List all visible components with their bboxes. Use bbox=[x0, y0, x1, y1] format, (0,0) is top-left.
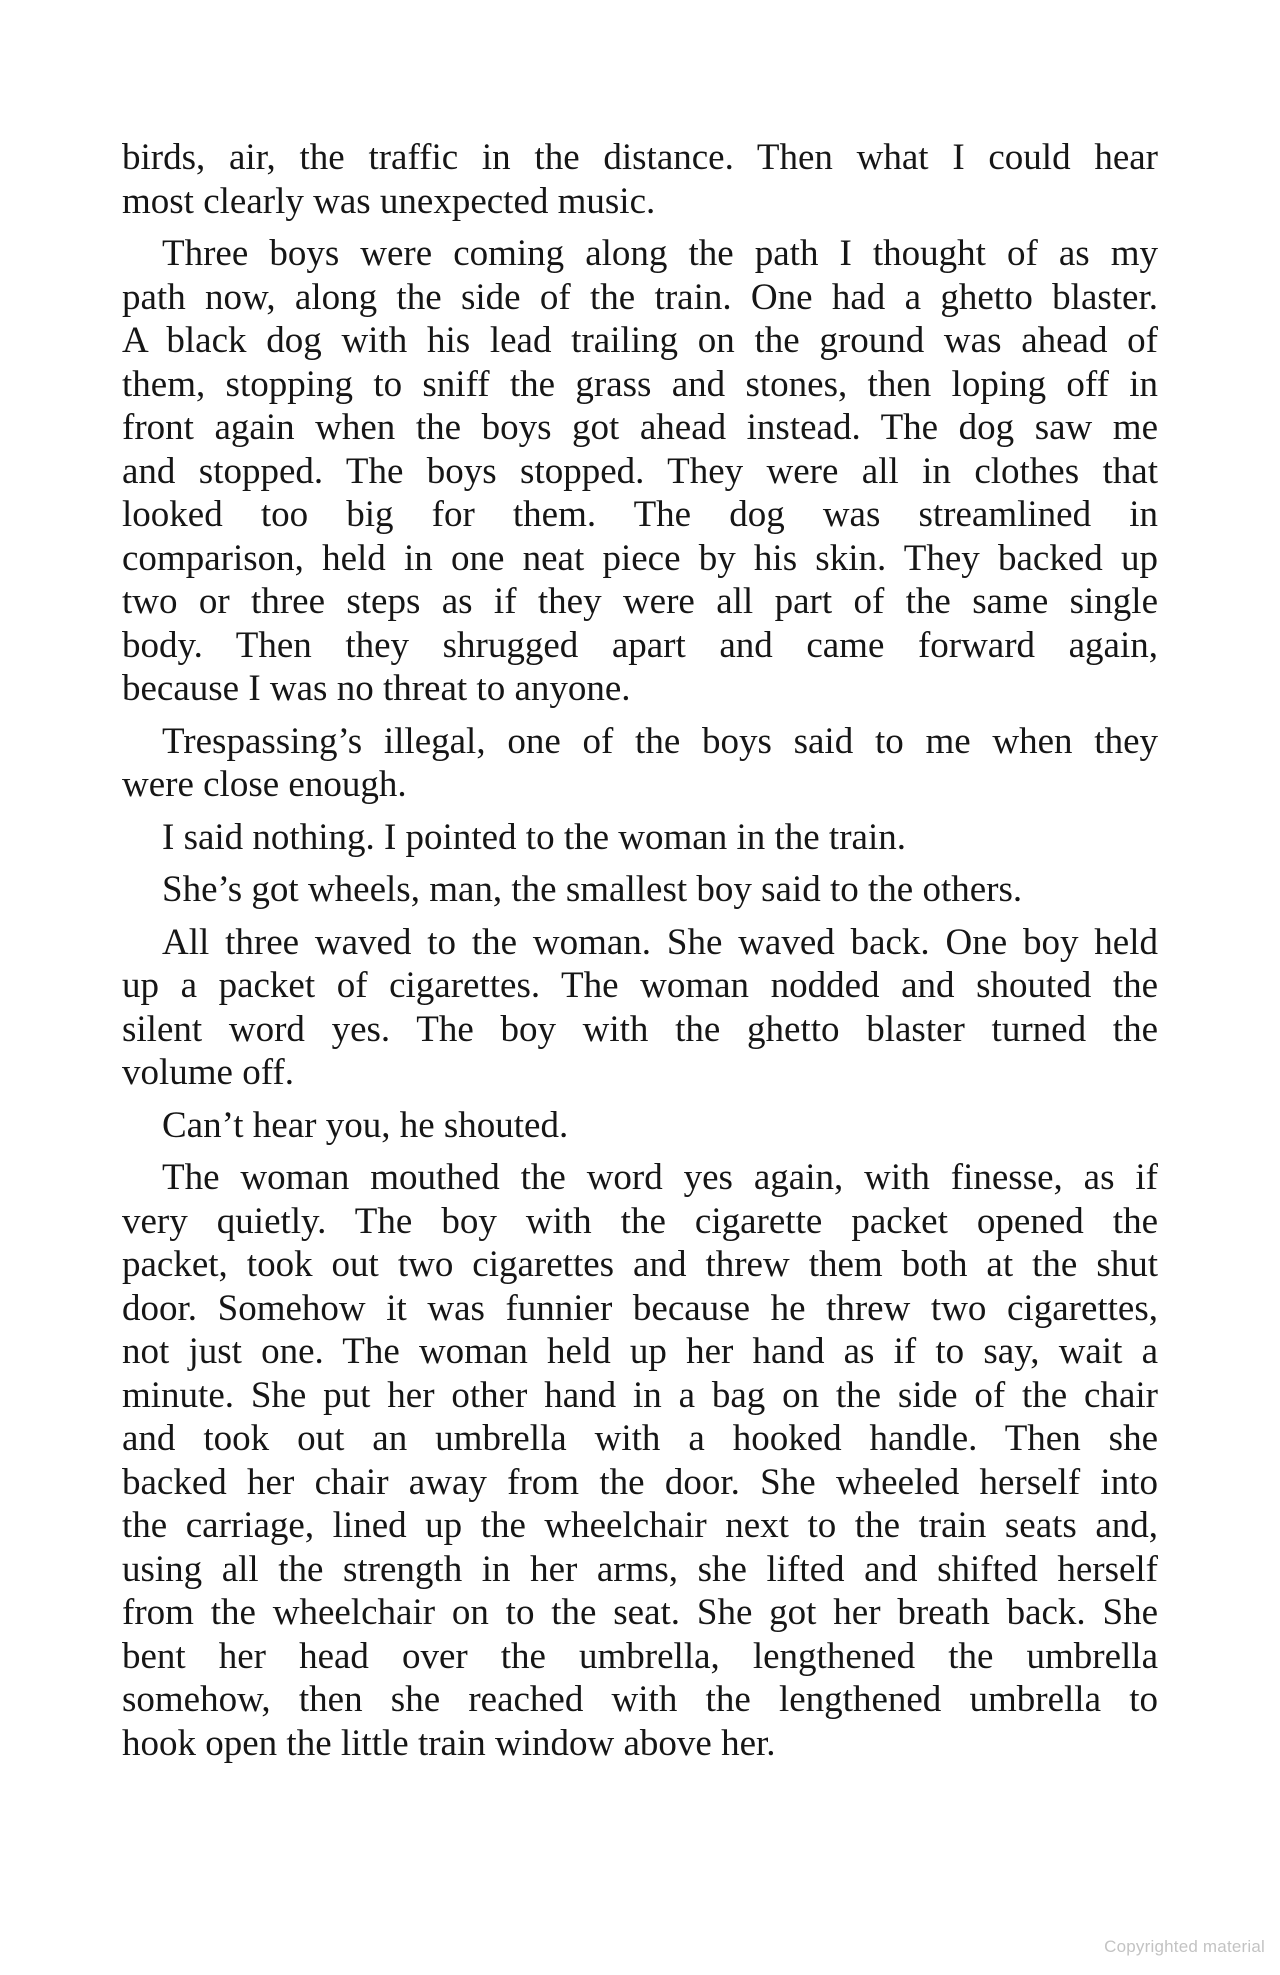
text-line: were close enough. bbox=[122, 764, 407, 805]
text-line: looked too big for them. The dog was streamlined in bbox=[122, 494, 1158, 535]
text-line: them, stopping to sniff the grass and stones, then loping off in bbox=[122, 363, 1158, 405]
paragraph bbox=[122, 921, 1158, 1095]
paragraph bbox=[122, 1104, 1158, 1148]
text-line: door. Somehow it was funnier because he threw two cigarettes, bbox=[122, 1287, 1158, 1329]
text-line: front again when the boys got ahead instead. The dog saw me bbox=[122, 407, 1158, 448]
text-line: not just one. The woman held up her hand as if to say, wait a bbox=[122, 1331, 1158, 1372]
text-line: path now, along the side of the train. One had a ghetto blaster. bbox=[122, 276, 1158, 318]
paragraph bbox=[122, 136, 1158, 223]
text-line: backed her chair away from the door. She wheeled herself into bbox=[122, 1461, 1158, 1503]
text-line: minute. She put her other hand in a bag on the side of the chair bbox=[122, 1374, 1158, 1416]
text-line: and stopped. The boys stopped. They were all in clothes that bbox=[122, 450, 1158, 492]
text-line: A black dog with his lead trailing on the ground was ahead of bbox=[122, 320, 1158, 361]
text-line: comparison, held in one neat piece by his skin. They backed up bbox=[122, 537, 1158, 579]
text-line: somehow, then she reached with the lengthened umbrella to bbox=[122, 1679, 1158, 1720]
text-line: the carriage, lined up the wheelchair next to the train seats and, bbox=[122, 1505, 1158, 1546]
paragraph bbox=[122, 232, 1158, 711]
text-line: because I was no threat to anyone. bbox=[122, 668, 631, 709]
text-line: All three waved to the woman. She waved back. One boy held bbox=[162, 921, 1158, 963]
text-line: from the wheelchair on to the seat. She got her breath back. She bbox=[122, 1592, 1158, 1633]
paragraph bbox=[122, 1156, 1158, 1765]
body-text-block bbox=[122, 136, 1158, 1765]
text-line: hook open the little train window above her. bbox=[122, 1722, 776, 1764]
text-line: and took out an umbrella with a hooked handle. Then she bbox=[122, 1418, 1158, 1459]
text-line: volume off. bbox=[122, 1052, 294, 1093]
text-line: silent word yes. The boy with the ghetto blaster turned the bbox=[122, 1008, 1158, 1050]
text-line: two or three steps as if they were all part of the same single bbox=[122, 581, 1158, 622]
text-line: Three boys were coming along the path I thought of as my bbox=[162, 233, 1158, 274]
paragraph bbox=[122, 816, 1158, 860]
text-line: most clearly was unexpected music. bbox=[122, 180, 656, 222]
text-line: packet, took out two cigarettes and threw them both at the shut bbox=[122, 1244, 1158, 1285]
paragraph bbox=[122, 720, 1158, 807]
text-line: I said nothing. I pointed to the woman in the train. bbox=[162, 816, 906, 858]
text-line: Trespassing’s illegal, one of the boys said to me when they bbox=[162, 720, 1158, 762]
text-line: She’s got wheels, man, the smallest boy said to the others. bbox=[162, 869, 1023, 910]
text-line: Can’t hear you, he shouted. bbox=[162, 1104, 569, 1146]
text-line: The woman mouthed the word yes again, with finesse, as if bbox=[162, 1157, 1158, 1198]
text-line: birds, air, the traffic in the distance. Then what I could hear bbox=[122, 137, 1158, 178]
text-line: using all the strength in her arms, she lifted and shifted herself bbox=[122, 1548, 1158, 1590]
text-line: body. Then they shrugged apart and came forward again, bbox=[122, 624, 1158, 666]
text-line: bent her head over the umbrella, lengthened the umbrella bbox=[122, 1635, 1158, 1677]
text-line: very quietly. The boy with the cigarette packet opened the bbox=[122, 1200, 1158, 1242]
copyright-watermark: Copyrighted material bbox=[1104, 1937, 1265, 1956]
text-line: up a packet of cigarettes. The woman nodded and shouted the bbox=[122, 965, 1158, 1006]
paragraph bbox=[122, 868, 1158, 912]
